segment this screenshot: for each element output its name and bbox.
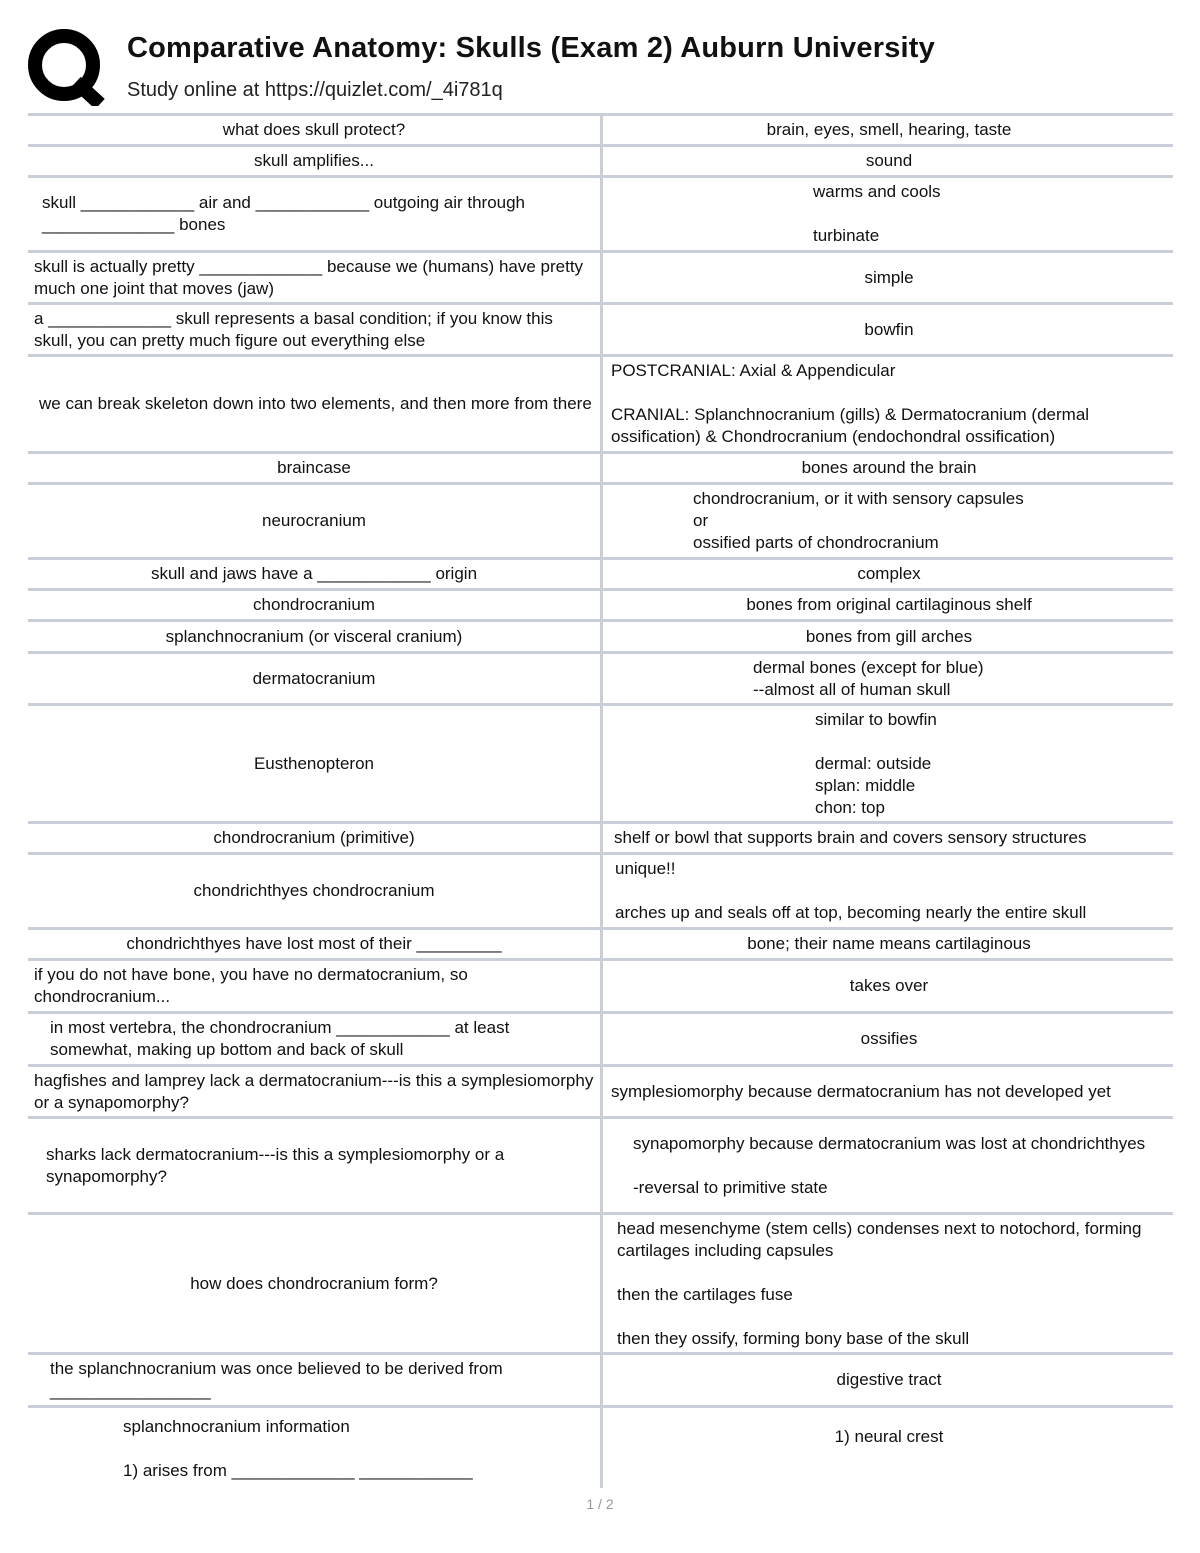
card-definition: synapomorphy because dermatocranium was lost at chondrichthyes -reversal to primitive state	[600, 1119, 1173, 1212]
card-row	[28, 1355, 1173, 1408]
card-definition: dermal bones (except for blue) --almost all of human skull	[600, 654, 1173, 703]
card-definition: bones around the brain	[600, 454, 1173, 482]
card-term: the splanchnocranium was once believed to be derived from _________________	[50, 1359, 503, 1400]
card-term: we can break skeleton down into two elements, and then more from there	[39, 394, 592, 413]
card-term: hagfishes and lamprey lack a dermatocranium---is this a symplesiomorphy or a synapomorphy?	[34, 1070, 594, 1112]
card-row	[28, 147, 1173, 178]
card-row	[28, 1408, 1173, 1488]
card-definition: chondrocranium, or it with sensory capsules or ossified parts of chondrocranium	[600, 485, 1173, 557]
card-definition: digestive tract	[600, 1355, 1173, 1405]
card-row	[28, 454, 1173, 485]
quizlet-logo-icon	[28, 28, 106, 106]
card-row	[28, 1067, 1173, 1119]
flashcard-table	[28, 113, 1173, 1488]
page-number: 1 / 2	[586, 1496, 614, 1512]
card-definition: head mesenchyme (stem cells) condenses next to notochord, forming cartilages including capsules then the cartilages fuse then they ossify, forming bony base of the skull	[600, 1215, 1173, 1352]
card-term: chondrichthyes have lost most of their _________	[126, 934, 502, 953]
card-row	[28, 305, 1173, 357]
card-definition: sound	[600, 147, 1173, 175]
card-definition: bone; their name means cartilaginous	[600, 930, 1173, 958]
card-definition: complex	[600, 560, 1173, 588]
card-row	[28, 622, 1173, 654]
page-title: Comparative Anatomy: Skulls (Exam 2) Auburn University	[127, 32, 935, 64]
card-term: skull is actually pretty _____________ because we (humans) have pretty much one joint that moves (jaw)	[34, 256, 584, 298]
card-term: a _____________ skull represents a basal condition; if you know this skull, you can pretty much figure out everything else	[34, 308, 553, 350]
card-row	[28, 706, 1173, 824]
card-term: skull ____________ air and ____________ outgoing air through ______________ bones	[42, 193, 526, 234]
card-row	[28, 178, 1173, 253]
card-term: splanchnocranium (or visceral cranium)	[165, 626, 463, 646]
card-row	[28, 591, 1173, 622]
card-term: skull amplifies...	[254, 151, 374, 170]
card-term: what does skull protect?	[222, 120, 406, 139]
card-term: braincase	[277, 458, 351, 477]
card-row	[28, 824, 1173, 855]
card-term: skull and jaws have a ____________ origin	[150, 564, 478, 583]
card-definition: simple	[600, 253, 1173, 302]
card-term: chondrichthyes chondrocranium	[193, 881, 435, 900]
card-row	[28, 855, 1173, 930]
card-term: in most vertebra, the chondrocranium ____________ at least somewhat, making up bottom and back of skull	[50, 1018, 510, 1059]
card-row	[28, 1215, 1173, 1355]
card-definition: symplesiomorphy because dermatocranium has not developed yet	[600, 1067, 1173, 1116]
card-definition: POSTCRANIAL: Axial & Appendicular CRANIAL: Splanchnocranium (gills) & Dermatocranium (dermal ossification) & Chondrocranium (endochondral ossification)	[600, 357, 1173, 451]
card-term: if you do not have bone, you have no dermatocranium, so chondrocranium...	[34, 965, 468, 1006]
card-definition: unique!! arches up and seals off at top, becoming nearly the entire skull	[600, 855, 1173, 927]
card-definition: brain, eyes, smell, hearing, taste	[600, 116, 1173, 144]
card-term: splanchnocranium information 1) arises from _____________ ____________	[123, 1417, 473, 1480]
card-term: dermatocranium	[252, 668, 376, 688]
card-definition: 1) neural crest	[600, 1408, 1173, 1488]
card-definition: shelf or bowl that supports brain and covers sensory structures	[600, 824, 1173, 852]
card-row	[28, 560, 1173, 591]
card-term: neurocranium	[262, 511, 366, 530]
card-term: Eusthenopteron	[253, 753, 375, 773]
card-row	[28, 357, 1173, 454]
card-term: chondrocranium	[253, 595, 375, 614]
card-definition: bones from gill arches	[600, 622, 1173, 651]
card-row	[28, 930, 1173, 961]
card-definition: warms and cools turbinate	[600, 178, 1173, 250]
card-definition: takes over	[600, 961, 1173, 1011]
card-definition: bones from original cartilaginous shelf	[600, 591, 1173, 619]
card-definition: bowfin	[600, 305, 1173, 354]
card-term: chondrocranium (primitive)	[213, 828, 415, 847]
card-row	[28, 253, 1173, 305]
card-definition: similar to bowfin dermal: outside splan: middle chon: top	[600, 706, 1173, 821]
card-row	[28, 116, 1173, 147]
card-term: how does chondrocranium form?	[190, 1273, 438, 1293]
study-online-link[interactable]: Study online at https://quizlet.com/_4i781q	[127, 79, 503, 101]
card-row	[28, 485, 1173, 560]
card-row	[28, 961, 1173, 1014]
card-row	[28, 1014, 1173, 1067]
card-row	[28, 1119, 1173, 1215]
card-term: sharks lack dermatocranium---is this a symplesiomorphy or a synapomorphy?	[46, 1144, 505, 1186]
card-definition: ossifies	[600, 1014, 1173, 1064]
card-row	[28, 654, 1173, 706]
